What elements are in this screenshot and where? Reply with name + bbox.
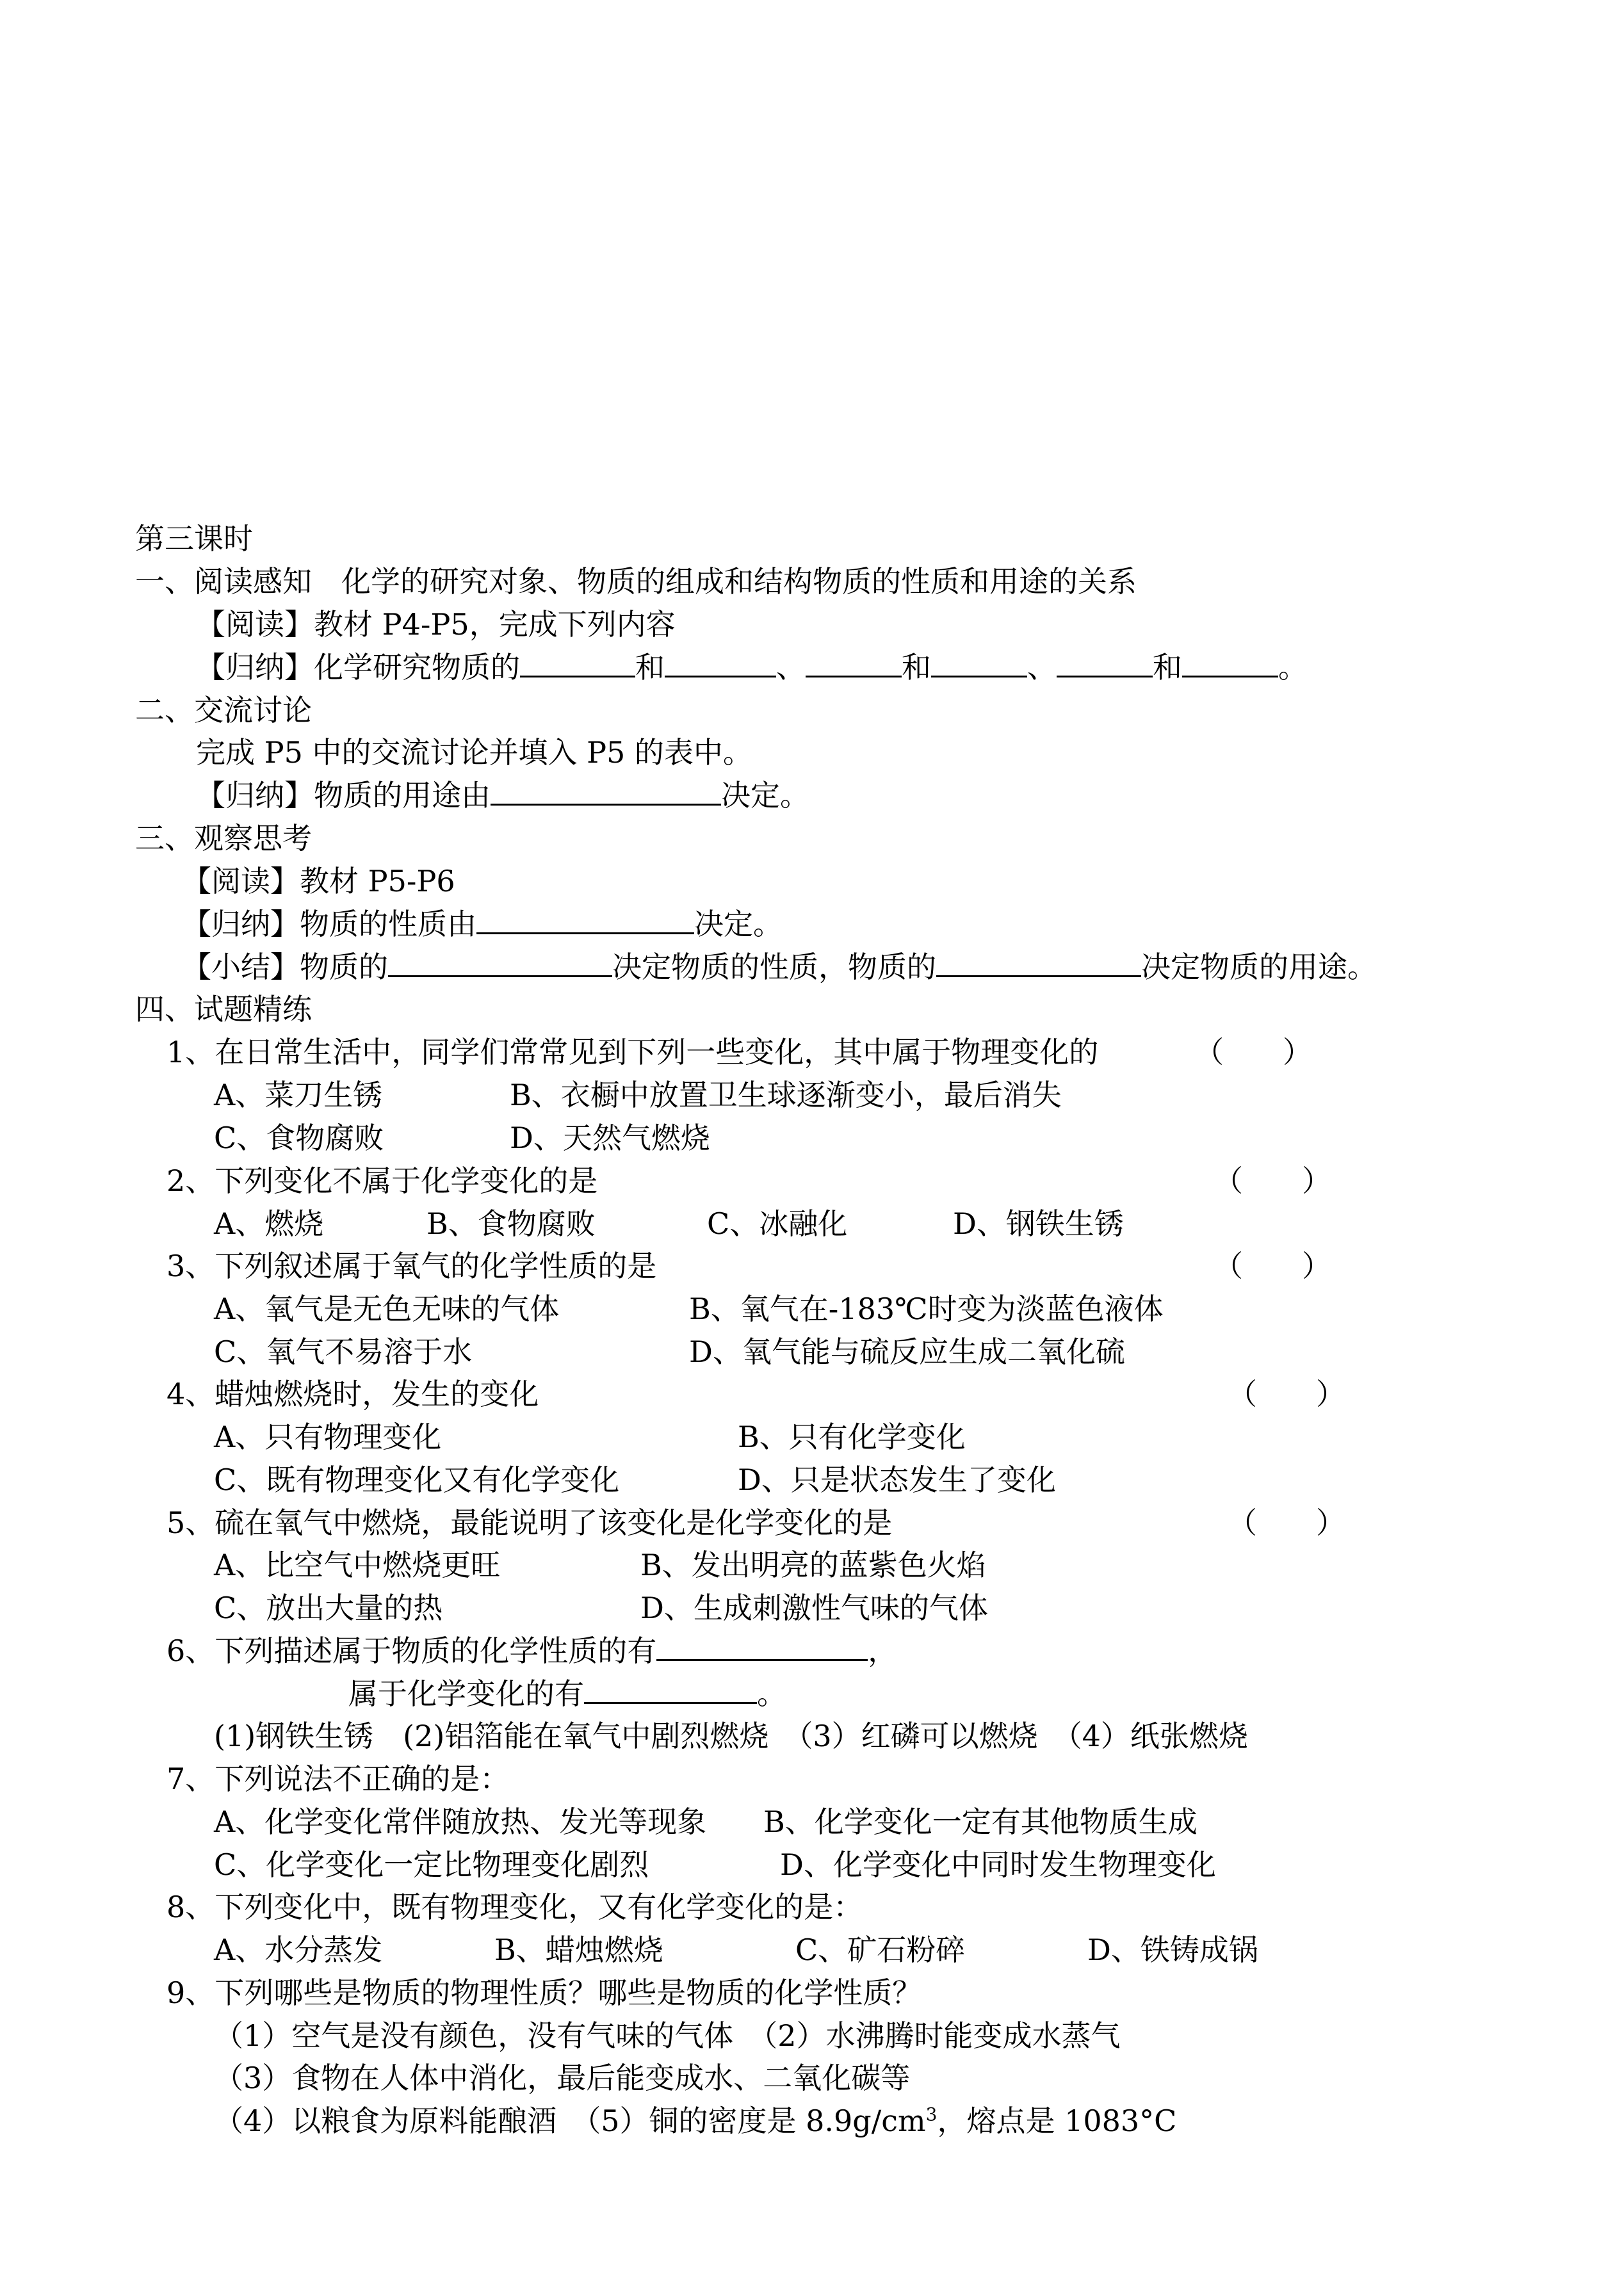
section-4-heading: 四、试题精练 — [135, 992, 312, 1026]
question-8-stem: 8、下列变化中，既有物理变化，又有化学变化的是： — [166, 1890, 863, 1924]
question-9-line1: （1）空气是没有颜色，没有气味的气体 （2）水沸腾时能变成水蒸气 — [214, 2018, 1121, 2053]
question-5-stem: 5、硫在氧气中燃烧，最能说明了该变化是化学变化的是 — [166, 1505, 893, 1540]
question-5-option-c: C、放出大量的热 — [214, 1591, 443, 1625]
question-1-option-a: A、菜刀生锈 — [214, 1078, 383, 1112]
answer-blank[interactable] — [1182, 653, 1278, 677]
answer-blank[interactable] — [584, 1679, 757, 1704]
question-4-stem: 4、蜡烛燃烧时，发生的变化 — [166, 1377, 539, 1411]
word-dun: 、 — [1027, 650, 1057, 685]
question-2-option-a: A、燃烧 — [214, 1206, 324, 1241]
question-7-option-c: C、化学变化一定比物理变化剧烈 — [214, 1847, 649, 1882]
question-7-stem: 7、下列说法不正确的是： — [166, 1762, 510, 1796]
question-1-option-d: D、天然气燃烧 — [510, 1121, 710, 1155]
section-3-heading: 三、观察思考 — [135, 821, 312, 856]
question-7-option-b: B、化学变化一定有其他物质生成 — [763, 1804, 1198, 1839]
word-he: 和 — [1153, 650, 1182, 685]
question-2-option-b: B、食物腐败 — [426, 1206, 596, 1241]
conclusion-text-a: 【小结】物质的 — [182, 950, 388, 984]
question-9-line3 — [214, 2106, 1176, 2136]
answer-paren[interactable]: （ ） — [1228, 1505, 1345, 1540]
question-9-text-a: （4）以粮食为原料能酿酒 （5）铜的密度是 8.9g/cm — [214, 2104, 926, 2138]
answer-paren[interactable]: （ ） — [1214, 1164, 1331, 1198]
summary-text: 【归纳】物质的用途由 — [196, 778, 491, 813]
question-8-option-a: A、水分蒸发 — [214, 1933, 383, 1967]
question-6-items: (1)钢铁生锈 (2)铝箔能在氧气中剧烈燃烧 （3）红磷可以燃烧 （4）纸张燃烧 — [214, 1719, 1248, 1753]
question-3-stem: 3、下列叙述属于氧气的化学性质的是 — [166, 1249, 657, 1283]
section-2-summary — [196, 778, 809, 813]
section-1-read: 【阅读】教材 P4-P5，完成下列内容 — [196, 607, 676, 642]
answer-blank[interactable] — [1057, 653, 1153, 677]
question-3-option-d: D、氧气能与硫反应生成二氧化硫 — [689, 1334, 1125, 1369]
answer-blank[interactable] — [520, 653, 635, 677]
summary-suffix: 决定。 — [694, 907, 783, 941]
question-2-stem: 2、下列变化不属于化学变化的是 — [166, 1164, 598, 1198]
comma: ， — [868, 1634, 898, 1668]
question-9-text-b: ，熔点是 1083°C — [937, 2104, 1177, 2138]
question-1-stem: 1、在日常生活中，同学们常常见到下列一些变化，其中属于物理变化的 — [166, 1035, 1099, 1069]
question-6-text-2: 属于化学变化的有 — [348, 1676, 584, 1711]
question-3-option-c: C、氧气不易溶于水 — [214, 1334, 473, 1369]
question-9-stem: 9、下列哪些是物质的物理性质？哪些是物质的化学性质？ — [166, 1975, 922, 2010]
question-5-option-d: D、生成刺激性气味的气体 — [640, 1591, 988, 1625]
section-1-summary — [196, 650, 1308, 685]
section-2-line1: 完成 P5 中的交流讨论并填入 P5 的表中。 — [196, 735, 752, 770]
section-2-heading: 二、交流讨论 — [135, 693, 312, 727]
conclusion-text-c: 决定物质的用途。 — [1141, 950, 1377, 984]
answer-blank[interactable] — [931, 653, 1027, 677]
summary-suffix: 决定。 — [721, 778, 809, 813]
question-8-option-c: C、矿石粉碎 — [795, 1933, 966, 1967]
answer-blank[interactable] — [491, 781, 721, 806]
question-8-option-b: B、蜡烛燃烧 — [494, 1933, 663, 1967]
question-4-option-d: D、只是状态发生了变化 — [738, 1463, 1056, 1497]
word-he: 和 — [635, 650, 665, 685]
answer-blank[interactable] — [656, 1636, 868, 1661]
question-4-option-c: C、既有物理变化又有化学变化 — [214, 1463, 620, 1497]
question-6-text: 6、下列描述属于物质的化学性质的有 — [166, 1634, 657, 1668]
word-dun: 、 — [776, 650, 806, 685]
answer-paren[interactable]: （ ） — [1214, 1249, 1331, 1283]
question-3-option-a: A、氧气是无色无味的气体 — [214, 1292, 560, 1326]
section-3-summary — [182, 909, 783, 939]
question-8-option-d: D、铁铸成锅 — [1087, 1933, 1258, 1967]
question-1-option-c: C、食物腐败 — [214, 1121, 384, 1155]
answer-blank[interactable] — [665, 653, 776, 677]
summary-text: 【归纳】化学研究物质的 — [196, 650, 520, 685]
answer-paren[interactable]: （ ） — [1228, 1377, 1345, 1411]
section-3-read: 【阅读】教材 P5-P6 — [182, 864, 455, 898]
word-he: 和 — [902, 650, 931, 685]
question-2-option-d: D、钢铁生锈 — [953, 1206, 1124, 1241]
answer-blank[interactable] — [388, 952, 612, 977]
question-4-option-b: B、只有化学变化 — [738, 1420, 966, 1454]
question-6-line2 — [348, 1676, 786, 1711]
question-1-option-b: B、衣橱中放置卫生球逐渐变小，最后消失 — [510, 1078, 1062, 1112]
question-5-option-b: B、发出明亮的蓝紫色火焰 — [640, 1548, 986, 1582]
word-end: 。 — [1278, 650, 1308, 685]
question-2-option-c: C、冰融化 — [707, 1206, 848, 1241]
question-9-line2: （3）食物在人体中消化，最后能变成水、二氧化碳等 — [214, 2061, 911, 2095]
conclusion-text-b: 决定物质的性质，物质的 — [612, 950, 936, 984]
question-7-option-d: D、化学变化中同时发生物理变化 — [780, 1847, 1216, 1882]
answer-blank[interactable] — [936, 952, 1141, 977]
summary-text: 【归纳】物质的性质由 — [182, 907, 476, 941]
section-1-heading: 一、阅读感知 化学的研究对象、物质的组成和结构物质的性质和用途的关系 — [135, 564, 1137, 599]
question-7-option-a: A、化学变化常伴随放热、发光等现象 — [214, 1804, 707, 1839]
question-3-option-b: B、氧气在-183℃时变为淡蓝色液体 — [689, 1292, 1164, 1326]
question-4-option-a: A、只有物理变化 — [214, 1420, 442, 1454]
lesson-title: 第三课时 — [135, 521, 253, 556]
section-3-conclusion — [182, 952, 1377, 982]
superscript: 3 — [925, 2104, 938, 2125]
answer-blank[interactable] — [476, 909, 694, 934]
question-6-stem — [166, 1636, 897, 1666]
answer-paren[interactable]: （ ） — [1194, 1035, 1312, 1069]
question-5-option-a: A、比空气中燃烧更旺 — [214, 1548, 501, 1582]
period: 。 — [757, 1676, 786, 1711]
answer-blank[interactable] — [806, 653, 902, 677]
